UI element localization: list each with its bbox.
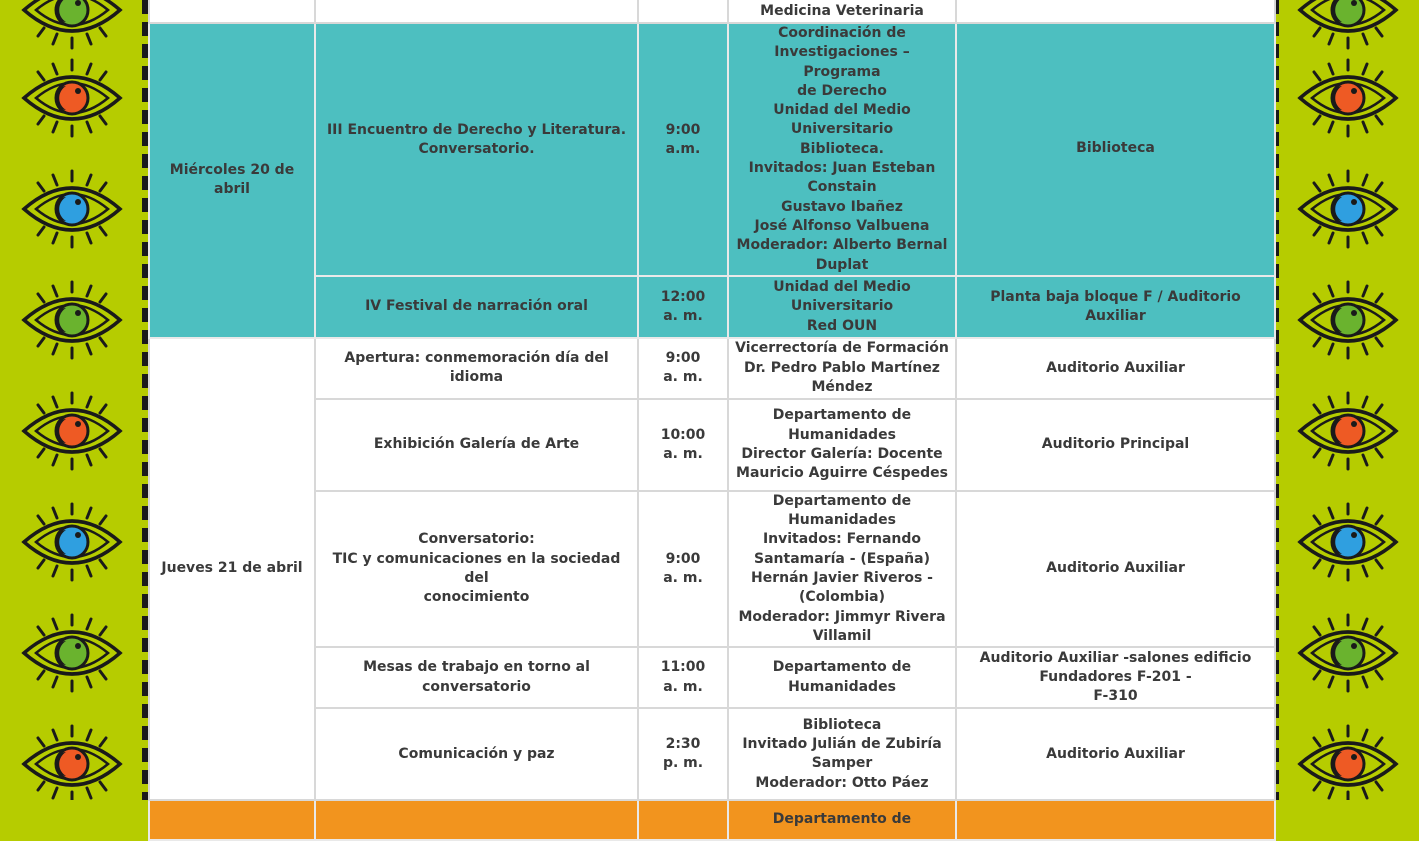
eye-icon <box>1296 391 1400 471</box>
date-cell <box>149 23 315 338</box>
right-decor-band <box>1276 0 1419 800</box>
activity-cell <box>315 0 638 23</box>
eye-icon <box>20 0 124 50</box>
activity-cell: IV Festival de narración oral <box>315 276 638 338</box>
organizer-cell: Biblioteca Invitado Julián de Zubiría Samper Moderador: Otto Páez <box>728 708 956 800</box>
eye-icon <box>1296 502 1400 582</box>
eye-icon <box>1296 613 1400 693</box>
time-cell: 9:00 a.m. <box>638 23 728 276</box>
date-text: Jueves 21 de abril <box>161 560 303 577</box>
organizer-cell: Departamento de Humanidades Invitados: Fernando Santamaría - (España) Hernán Javier Riveros - (Colombia) Moderador: Jimmyr Rivera Villamil <box>728 491 956 647</box>
organizer-cell: Departamento de Humanidades <box>728 647 956 708</box>
place-cell: Auditorio Principal <box>956 399 1275 491</box>
activity-cell: Comunicación y paz <box>315 708 638 800</box>
eye-icon <box>1296 724 1400 800</box>
time-cell <box>638 0 728 23</box>
table-row <box>149 23 1275 276</box>
place-cell: Auditorio Auxiliar -salones edificio Fundadores F-201 - F-310 <box>956 647 1275 708</box>
table-row <box>149 0 1275 23</box>
table-row <box>149 338 1275 399</box>
organizer-cell: Unidad del Medio Universitario Red OUN <box>728 276 956 338</box>
place-cell: Auditorio Auxiliar <box>956 338 1275 399</box>
activity-cell: Exhibición Galería de Arte <box>315 399 638 491</box>
eye-icon <box>20 724 124 800</box>
table-row <box>149 647 1275 708</box>
eye-icon <box>20 502 124 582</box>
eye-icon <box>20 391 124 471</box>
schedule-table <box>148 0 1276 841</box>
time-cell: 9:00 a. m. <box>638 338 728 399</box>
organizer-text: Departamento de <box>772 811 912 828</box>
organizer-cell <box>728 800 956 840</box>
time-cell: 10:00 a. m. <box>638 399 728 491</box>
place-cell <box>956 800 1275 840</box>
organizer-cell: Coordinación de Investigaciones – Programa de Derecho Unidad del Medio Universitario Biblioteca. Invitados: Juan Esteban Constain Gustavo Ibañez José Alfonso Valbuena Moderador: Alberto Bernal Duplat <box>728 23 956 276</box>
activity-cell: Apertura: conmemoración día del idioma <box>315 338 638 399</box>
eye-icon <box>20 280 124 360</box>
organizer-cell: Vicerrectoría de Formación Dr. Pedro Pablo Martínez Méndez <box>728 338 956 399</box>
organizer-cell <box>728 0 956 23</box>
place-cell <box>956 0 1275 23</box>
activity-cell <box>315 800 638 840</box>
eye-icon <box>20 58 124 138</box>
eye-icon <box>1296 58 1400 138</box>
organizer-cell: Departamento de Humanidades Director Galería: Docente Mauricio Aguirre Céspedes <box>728 399 956 491</box>
organizer-text: Medicina Veterinaria <box>760 2 924 19</box>
date-text: Miércoles 20 de abril <box>169 162 295 198</box>
table-row <box>149 399 1275 491</box>
place-cell: Auditorio Auxiliar <box>956 708 1275 800</box>
eye-icon <box>20 169 124 249</box>
activity-cell: III Encuentro de Derecho y Literatura. Conversatorio. <box>315 23 638 276</box>
place-cell: Biblioteca <box>956 23 1275 276</box>
eye-icon <box>1296 169 1400 249</box>
date-cell <box>149 0 315 23</box>
left-decor-band <box>0 0 145 800</box>
eye-icon <box>1296 280 1400 360</box>
place-cell: Auditorio Auxiliar <box>956 491 1275 647</box>
time-cell: 12:00 a. m. <box>638 276 728 338</box>
date-cell <box>149 800 315 840</box>
activity-cell: Conversatorio: TIC y comunicaciones en la sociedad del conocimiento <box>315 491 638 647</box>
eye-icon <box>20 613 124 693</box>
activity-cell: Mesas de trabajo en torno al conversatorio <box>315 647 638 708</box>
eye-icon <box>1296 0 1400 50</box>
time-cell <box>638 800 728 840</box>
table-row <box>149 708 1275 800</box>
table-row <box>149 276 1275 338</box>
schedule-table-container <box>148 0 1274 841</box>
time-cell: 11:00 a. m. <box>638 647 728 708</box>
table-row <box>149 800 1275 840</box>
table-row <box>149 491 1275 647</box>
place-cell: Planta baja bloque F / Auditorio Auxiliar <box>956 276 1275 338</box>
time-cell: 2:30 p. m. <box>638 708 728 800</box>
date-cell <box>149 338 315 800</box>
time-cell: 9:00 a. m. <box>638 491 728 647</box>
